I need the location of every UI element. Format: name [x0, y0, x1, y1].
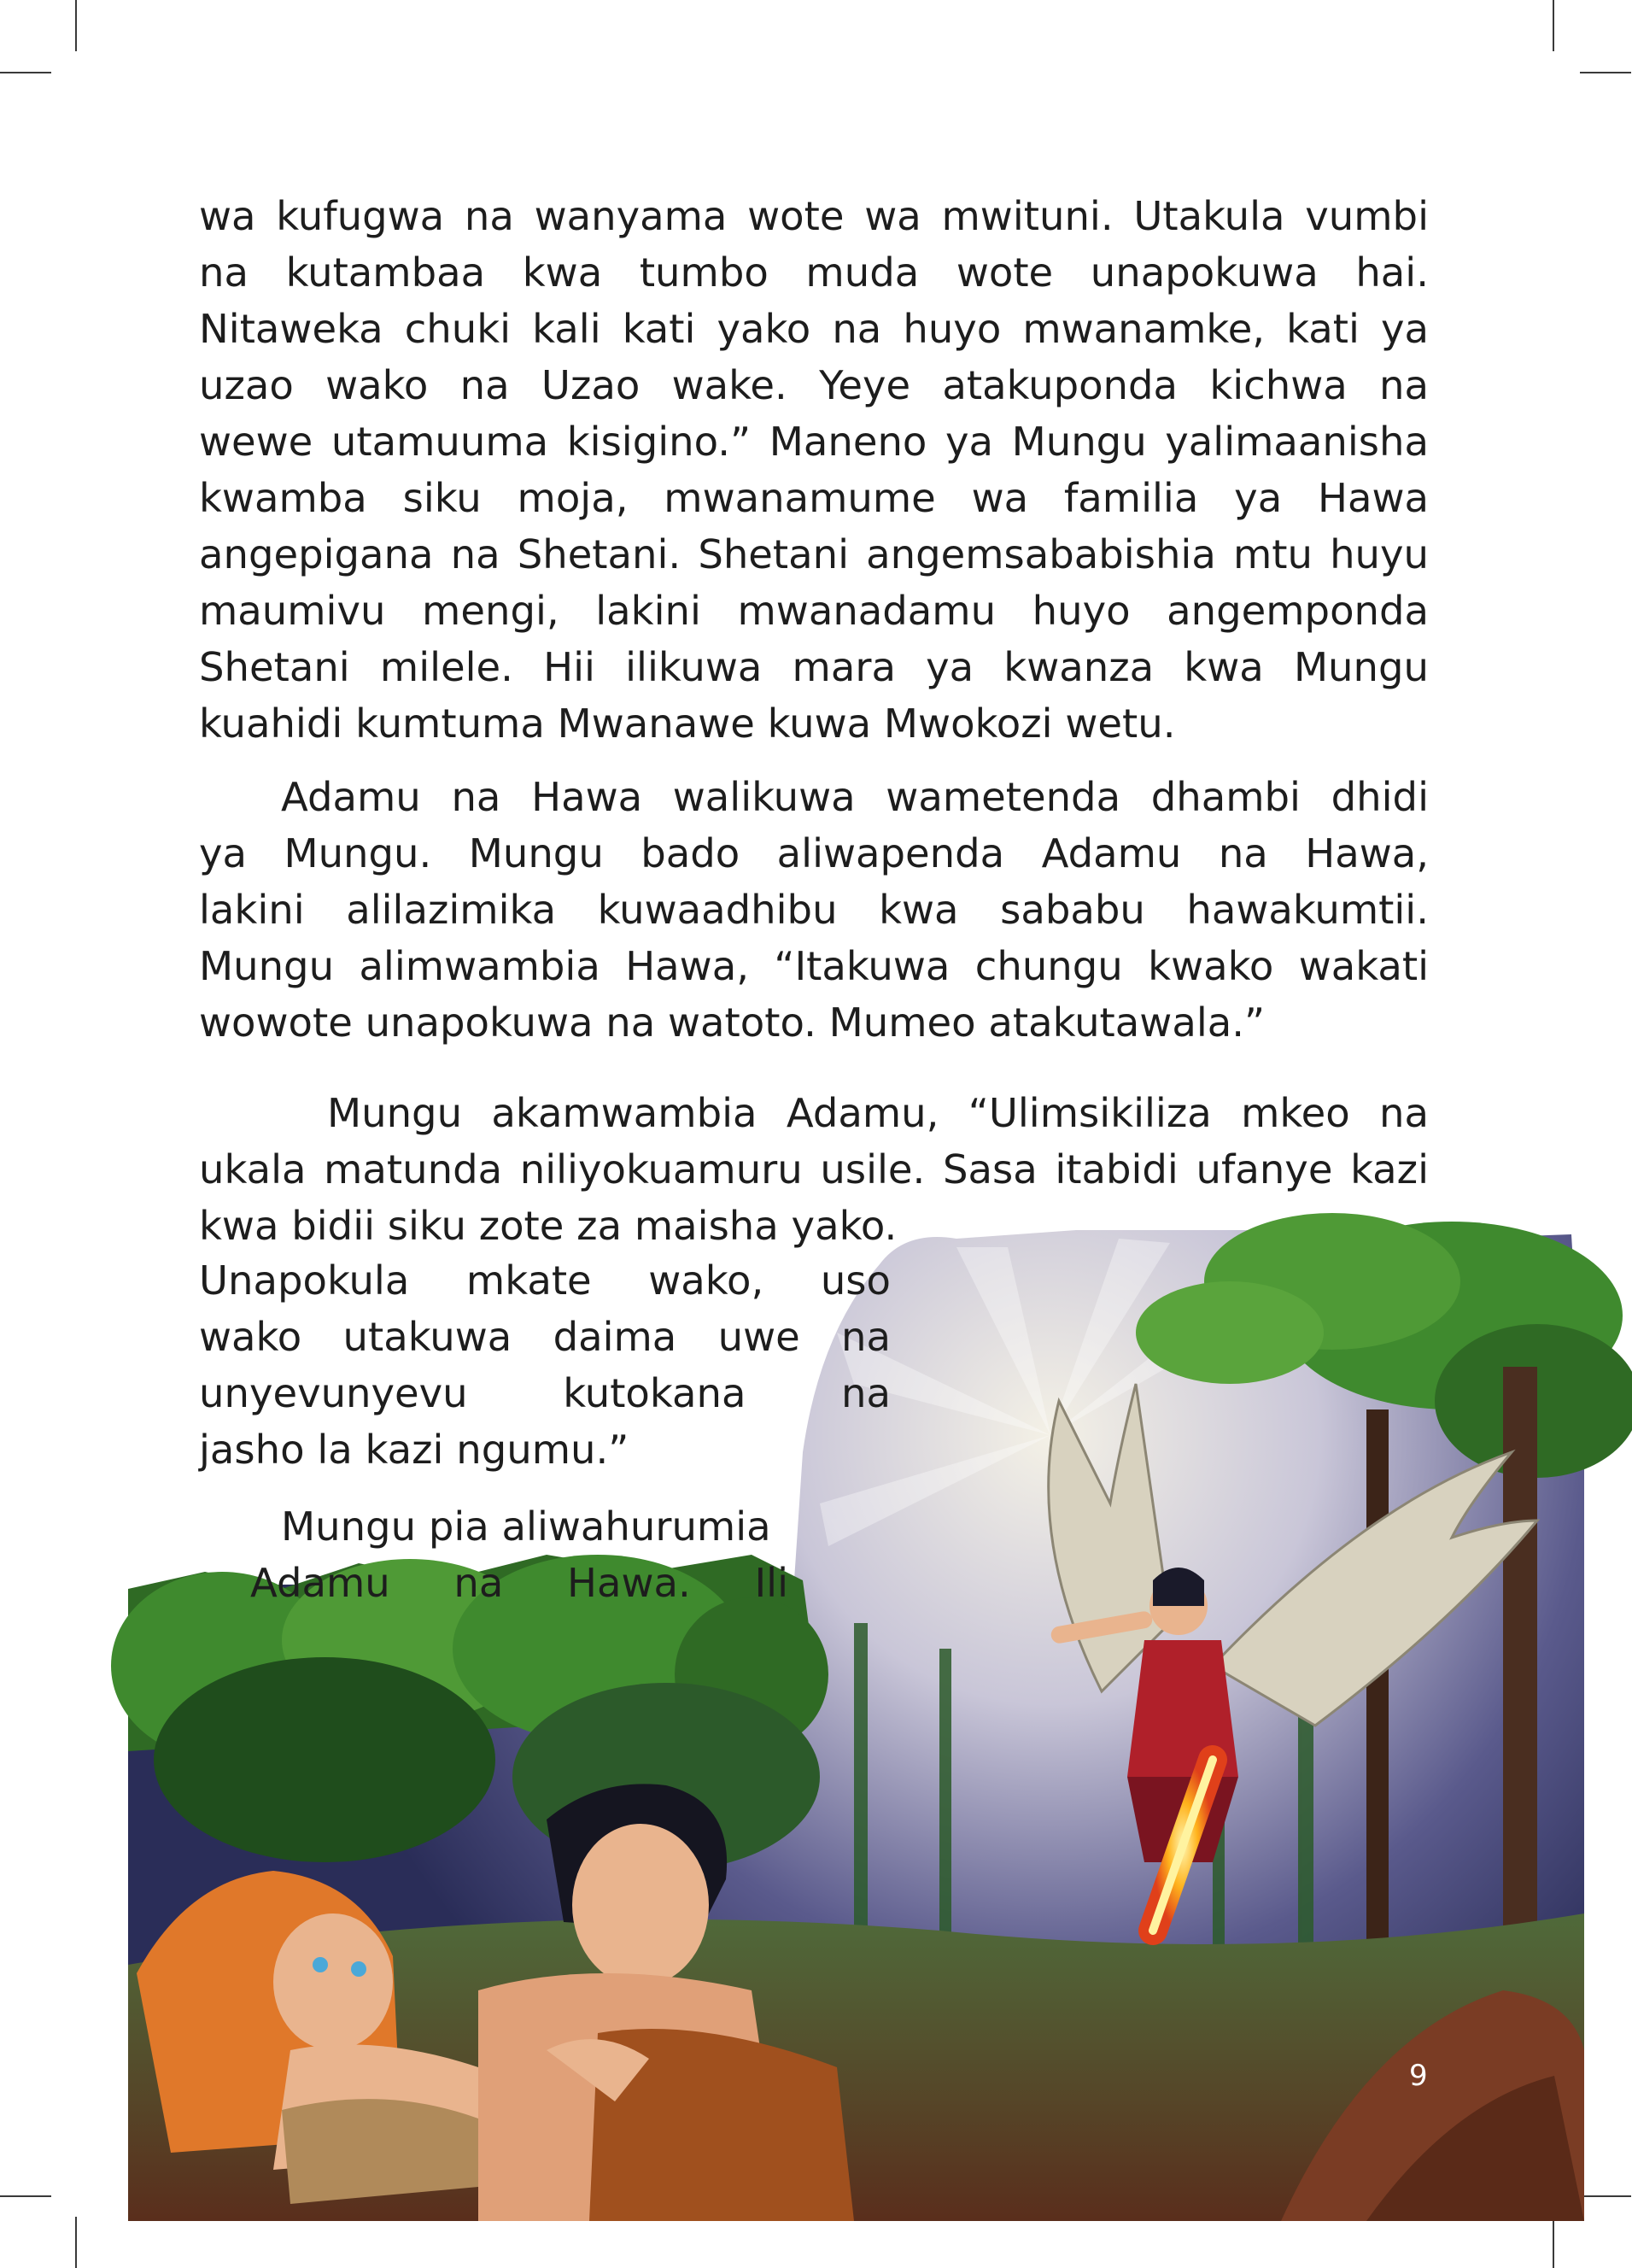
text-line: uzao wako na Uzao wake. Yeye atakuponda kichwa na	[199, 362, 1429, 408]
text-line: kwamba siku moja, mwanamume wa familia ya Hawa	[199, 475, 1429, 521]
paragraph-3-continued	[199, 1252, 891, 1478]
paragraph-4	[199, 1498, 788, 1611]
text-line: Unapokula mkate wako, uso	[199, 1257, 891, 1304]
text-line: wowote unapokuwa na watoto. Mumeo atakutawala.”	[199, 999, 1266, 1046]
paragraph-1	[199, 188, 1429, 752]
text-line: lakini alilazimika kuwaadhibu kwa sababu hawakumtii.	[199, 887, 1429, 933]
text-line: kwa bidii siku zote za maisha yako.	[199, 1203, 898, 1249]
text-line: Mungu pia aliwahurumia	[281, 1503, 771, 1550]
text-line: Adamu na Hawa walikuwa wametenda dhambi dhidi	[281, 774, 1429, 820]
text-line: jasho la kazi ngumu.”	[199, 1427, 629, 1473]
paragraph-2	[199, 769, 1429, 1051]
text-line: Shetani milele. Hii ilikuwa mara ya kwanza kwa Mungu	[199, 644, 1429, 690]
text-line: kuahidi kumtuma Mwanawe kuwa Mwokozi wetu.	[199, 700, 1176, 747]
text-line: wewe utamuuma kisigino.” Maneno ya Mungu yalimaanisha	[199, 419, 1429, 465]
text-line: Nitaweka chuki kali kati yako na huyo mwanamke, kati ya	[199, 306, 1429, 352]
text-line: Mungu alimwambia Hawa, “Itakuwa chungu kwako wakati	[199, 943, 1429, 989]
text-line: wako utakuwa daima uwe na	[199, 1314, 891, 1360]
text-line: ukala matunda niliyokuamuru usile. Sasa itabidi ufanye kazi	[199, 1146, 1429, 1193]
paragraph-3	[199, 1085, 1429, 1254]
text-line: ya Mungu. Mungu bado aliwapenda Adamu na Hawa,	[199, 830, 1429, 876]
text-line: wa kufugwa na wanyama wote wa mwituni. Utakula vumbi	[199, 193, 1429, 239]
text-line: na kutambaa kwa tumbo muda wote unapokuwa hai.	[199, 249, 1429, 296]
text-line: maumivu mengi, lakini mwanadamu huyo angemponda	[199, 588, 1429, 634]
text-line: Adamu na Hawa. Ili	[250, 1560, 788, 1606]
page-number: 9	[1409, 2059, 1428, 2093]
text-line: unyevunyevu kutokana na	[199, 1370, 891, 1416]
text-line: angepigana na Shetani. Shetani angemsababishia mtu huyu	[199, 531, 1429, 577]
text-line: Mungu akamwambia Adamu, “Ulimsikiliza mkeo na	[327, 1090, 1429, 1136]
